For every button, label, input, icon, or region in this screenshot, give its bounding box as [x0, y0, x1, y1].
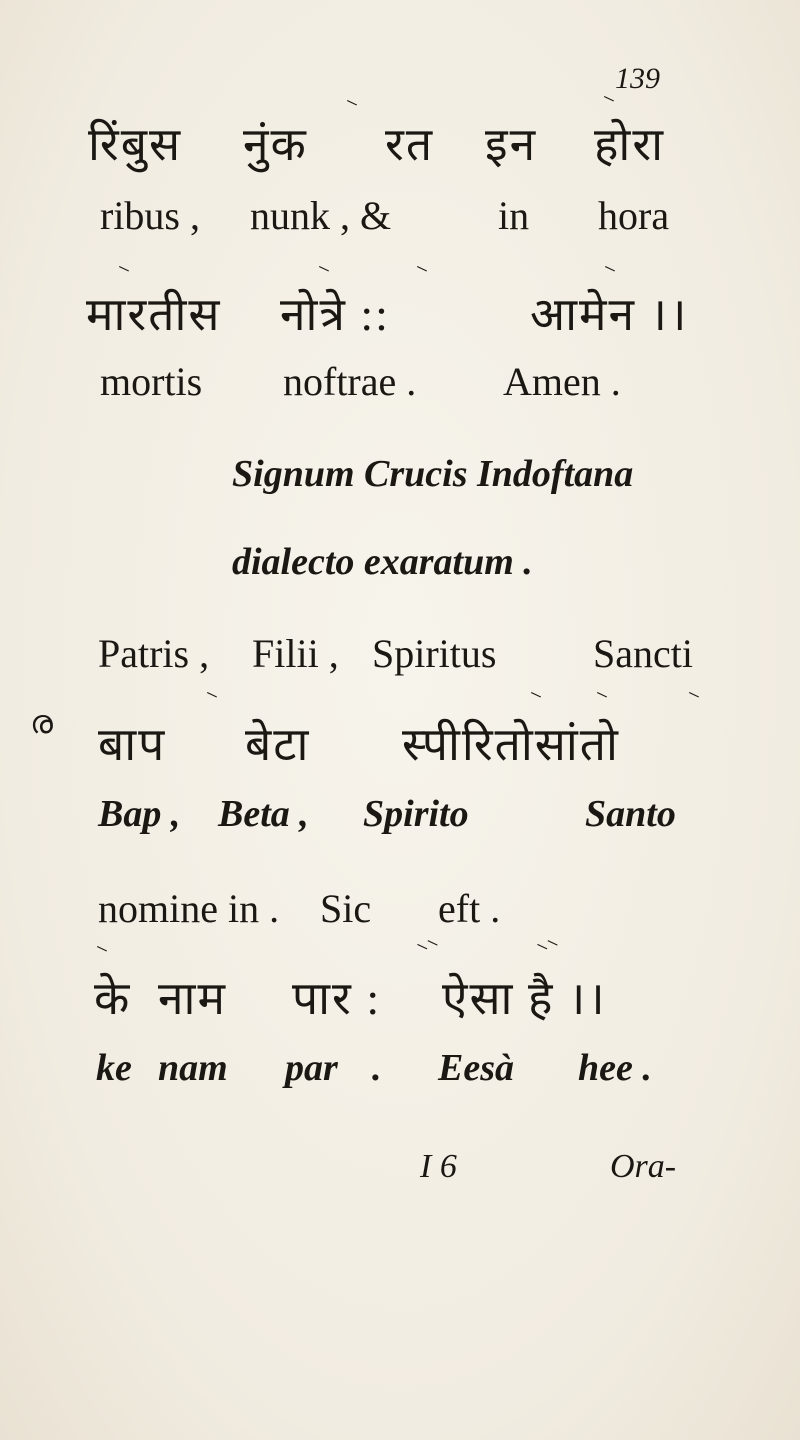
word: इन: [485, 119, 538, 170]
word: nam: [158, 1047, 228, 1089]
word: nunk , &: [250, 193, 392, 238]
accent-mark: ⸌: [315, 258, 335, 287]
accent-mark: ⸌: [527, 684, 547, 713]
accent-mark: ⸌: [115, 258, 135, 287]
accent-mark: ⸌⸌: [534, 933, 564, 965]
accent-mark: ⸌: [593, 684, 613, 713]
devanagari-line-4: [0, 966, 800, 1026]
word: eft .: [438, 886, 501, 931]
accent-mark: ⸌: [413, 258, 433, 287]
word: in: [498, 193, 530, 238]
word: होरा: [594, 119, 666, 170]
word: nomine in .: [98, 886, 280, 931]
word: स्पीरितोसांतो: [402, 719, 620, 770]
latin-line-3: [0, 630, 800, 680]
word: बाप: [98, 719, 167, 770]
word: पार :: [292, 973, 382, 1024]
word: बेटा: [245, 719, 311, 770]
word: ribus ,: [100, 193, 200, 238]
word: रिंबुस: [88, 119, 183, 170]
word: के: [94, 973, 132, 1024]
word: Sancti: [593, 631, 693, 676]
word: नाम: [158, 973, 227, 1024]
accent-mark: ⸌: [343, 92, 363, 121]
transliteration-line-2: [0, 1046, 800, 1096]
word: Eesà: [438, 1047, 514, 1089]
accent-mark: ⸌: [601, 258, 621, 287]
devanagari-line-2: [0, 282, 800, 342]
word: नोत्रे ::: [280, 289, 390, 340]
word: noftrae .: [283, 359, 417, 404]
word: मारतीस: [86, 289, 222, 340]
word: Spirito: [363, 793, 469, 835]
section-heading-line-2: dialecto exaratum .: [232, 541, 533, 583]
accent-mark: ⸌: [685, 684, 705, 713]
word: रत: [385, 119, 435, 170]
accent-mark: ⸌: [93, 938, 113, 967]
devanagari-line-1: [0, 112, 800, 172]
word: Spiritus: [372, 631, 497, 676]
word: Patris ,: [98, 631, 210, 676]
word: mortis: [100, 359, 203, 404]
accent-mark: ⸌: [600, 88, 620, 117]
word: hora: [598, 193, 670, 238]
catchword: Ora-: [610, 1148, 677, 1185]
word: .: [372, 1047, 382, 1089]
accent-mark: ⸌: [203, 684, 223, 713]
word: Filii ,: [252, 631, 339, 676]
section-heading-line-1: Signum Crucis Indoftana: [232, 453, 634, 495]
signature-mark: I 6: [420, 1148, 457, 1185]
word: Beta ,: [218, 793, 309, 835]
word: Sic: [320, 886, 372, 931]
word: ke: [96, 1047, 132, 1089]
latin-line-4: [0, 885, 800, 935]
latin-line-1: [0, 192, 800, 242]
word: par: [285, 1047, 338, 1089]
word: नुंक: [243, 119, 308, 170]
word: hee .: [578, 1047, 652, 1089]
margin-mark: ര: [30, 704, 55, 740]
latin-line-2: [0, 358, 800, 408]
word: ऐसा है ।।: [442, 973, 607, 1024]
transliteration-line-1: [0, 792, 800, 842]
word: आमेन ।।: [530, 289, 689, 340]
word: Amen .: [503, 359, 621, 404]
devanagari-line-3: [0, 704, 800, 772]
word: Bap ,: [98, 793, 181, 835]
accent-mark: ⸌⸌: [414, 933, 444, 965]
word: Santo: [585, 793, 676, 835]
page-number: 139: [615, 62, 660, 95]
